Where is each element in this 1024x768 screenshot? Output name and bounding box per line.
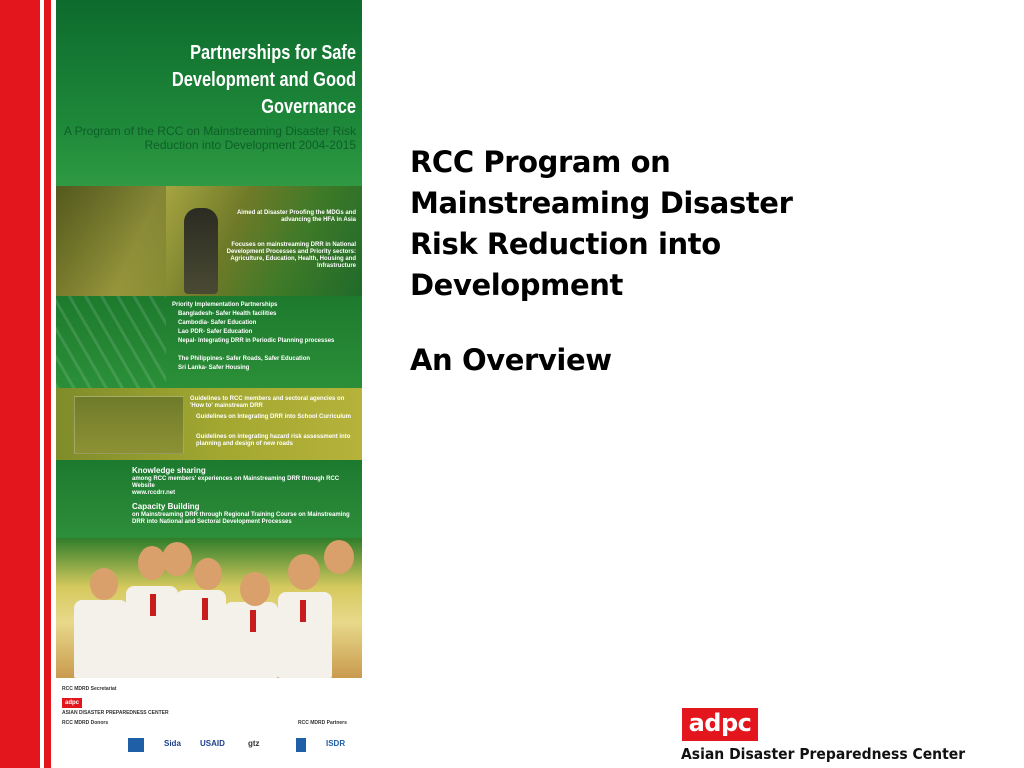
poster-guidelines-band (56, 388, 362, 460)
poster-aim: Aimed at Disaster Proofing the MDGs and advancing the HFA in Asia (236, 210, 356, 223)
organization-name: Asian Disaster Preparedness Center (681, 745, 966, 763)
sida-logo: Sida (164, 739, 181, 748)
knowledge-sharing-text: among RCC members' experiences on Mainstreaming DRR through RCC Website (132, 476, 340, 489)
slide-subtitle: An Overview (410, 343, 612, 377)
partners-label: RCC MDRD Partners (298, 720, 347, 726)
partnership-item: Bangladesh- Safer Health facilities (178, 311, 277, 317)
gtz-logo: gtz (248, 739, 260, 748)
photo-shadow (56, 186, 166, 296)
child-shirt (176, 590, 226, 678)
left-red-stripe (44, 0, 51, 768)
child-face (194, 558, 222, 590)
child-face (162, 542, 192, 576)
sponsor-logo-row (56, 734, 362, 754)
poster-header (56, 0, 362, 186)
poster-photo-slope (56, 186, 362, 296)
poster-children-photo (56, 538, 362, 678)
child-shirt (74, 600, 128, 678)
donors-label: RCC MDRD Donors (62, 720, 109, 726)
secretariat-logo: adpc (62, 698, 82, 708)
partnerships-title: Priority Implementation Partnerships (172, 302, 278, 308)
secretariat-label: RCC MDRD Secretariat (62, 686, 117, 692)
partnership-item: The Philippines- Safer Roads, Safer Education (178, 356, 311, 362)
left-red-bar (0, 0, 40, 768)
poster-partnerships-band (56, 296, 362, 388)
undp-logo-icon (296, 738, 306, 752)
knowledge-url: www.rccdrr.net (132, 490, 176, 496)
poster-program-text: A Program of the RCC on Mainstreaming Disaster Risk Reduction into Development 2004-2015 (63, 124, 356, 152)
guidelines-title: Guidelines to RCC members and sectoral agencies on 'How to' mainstream DRR (190, 396, 345, 409)
capacity-building-label: Capacity Building (132, 502, 200, 511)
partnership-item: Sri Lanka- Safer Housing (178, 365, 250, 371)
knowledge-sharing-label: Knowledge sharing (132, 466, 206, 475)
red-scarf (300, 600, 306, 622)
eu-flag-icon (128, 738, 144, 752)
child-face (288, 554, 320, 590)
red-scarf (202, 598, 208, 620)
child-face (90, 568, 118, 600)
adpc-logo: adpc (682, 708, 758, 741)
photo-person (184, 208, 218, 294)
partnership-item: Lao PDR- Safer Education (178, 329, 253, 335)
partnership-item: Nepal- Integrating DRR in Periodic Planning processes (178, 338, 335, 344)
guideline-documents-image (74, 396, 184, 454)
isdr-logo: ISDR (326, 739, 346, 748)
usaid-logo: USAID (200, 739, 225, 748)
poster-focus: Focuses on mainstreaming DRR in National Development Processes and Priority sectors: Agriculture, Education, Health, Housing and Infrastructure (226, 242, 356, 269)
bridge-pattern (56, 296, 166, 388)
poster-heading: Partnerships for Safe Development and Good Governance (171, 42, 356, 118)
red-scarf (250, 610, 256, 632)
child-face (324, 540, 354, 574)
partnership-item: Cambodia- Safer Education (178, 320, 257, 326)
guideline-item: Guidelines on integrating hazard risk assessment into planning and design of new roads (196, 434, 351, 447)
poster-knowledge-band (56, 460, 362, 538)
red-scarf (150, 594, 156, 616)
program-poster-image (56, 0, 362, 768)
slide-title: RCC Program on Mainstreaming Disaster Risk Reduction into Development (410, 145, 793, 302)
secretariat-name: ASIAN DISASTER PREPAREDNESS CENTER (62, 710, 169, 716)
poster-footer (56, 678, 362, 768)
capacity-building-text: on Mainstreaming DRR through Regional Training Course on Mainstreaming DRR into National and Sectoral Development Processes (132, 512, 350, 525)
guideline-item: Guidelines on Integrating DRR into School Curriculum (196, 414, 352, 420)
child-face (240, 572, 270, 606)
